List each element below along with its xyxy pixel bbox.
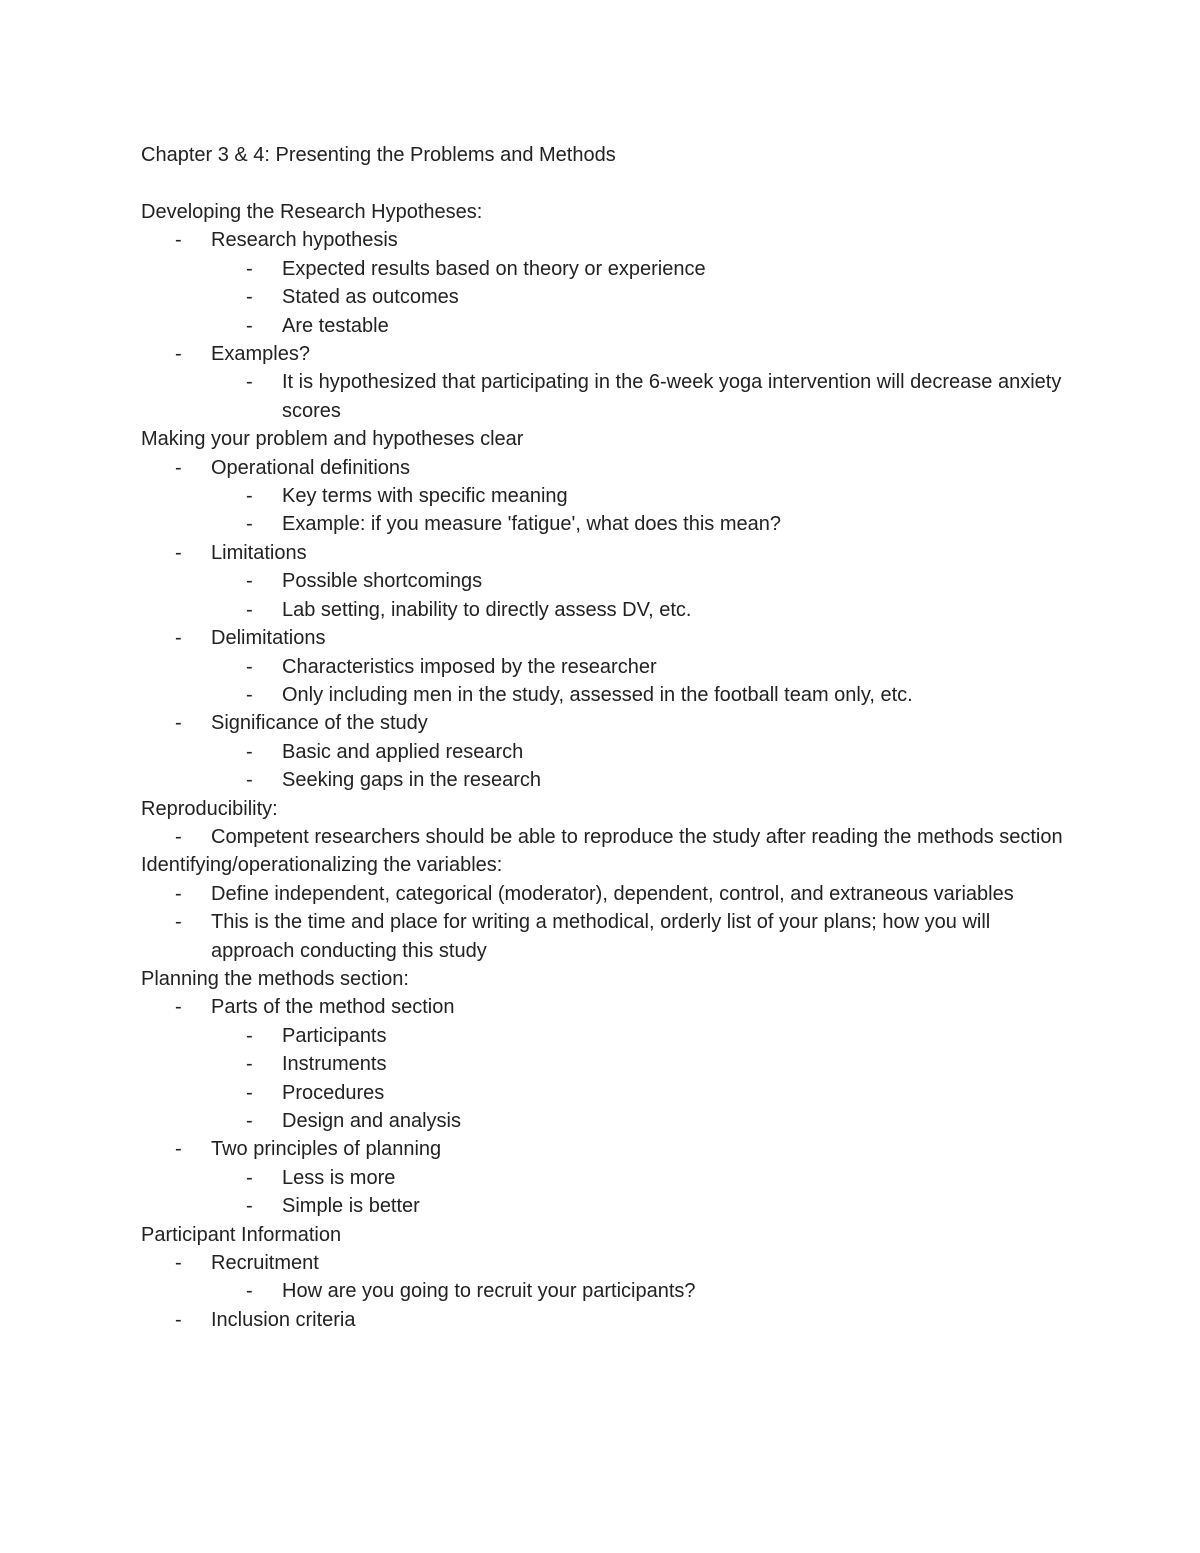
line-text: Instruments [282,1053,387,1076]
line-text: Reproducibility: [141,797,278,820]
bullet-dash: - [175,541,182,564]
section-heading [141,1221,1071,1249]
line-text: Limitations [211,541,307,564]
section-heading [141,198,1071,226]
bullet-dash: - [246,598,253,621]
bullet-dash: - [175,712,182,735]
line-text: Simple is better [282,1195,420,1218]
bullet-dash: - [246,513,253,536]
line-text: Research hypothesis [211,229,398,252]
section-heading [141,795,1071,823]
list-item [141,312,1071,340]
bullet-dash: - [175,882,182,905]
page-title: Chapter 3 & 4: Presenting the Problems and Methods [141,144,616,166]
line-text: Parts of the method section [211,996,455,1019]
line-text: Expected results based on theory or experience [282,257,706,280]
bullet-dash: - [246,769,253,792]
line-text: This is the time and place for writing a methodical, orderly list of your plans; how you will approach conducting this study [211,911,996,962]
bullet-dash: - [246,655,253,678]
notes-outline [141,198,1071,1334]
line-text: Possible shortcomings [282,570,483,593]
bullet-dash: - [246,371,253,394]
section-heading [141,965,1071,993]
line-text: Examples? [211,343,310,366]
list-item [141,539,1071,567]
line-text: Key terms with specific meaning [282,485,568,508]
line-text: Delimitations [211,627,326,650]
line-text: Significance of the study [211,712,428,735]
list-item [141,1164,1071,1192]
list-item [141,482,1071,510]
line-text: Competent researchers should be able to reproduce the study after reading the methods section [211,825,1063,848]
list-item [141,908,1071,965]
line-text: Are testable [282,314,389,337]
list-item [141,738,1071,766]
bullet-dash: - [246,257,253,280]
list-item [141,1050,1071,1078]
bullet-dash: - [246,1195,253,1218]
list-item [141,1079,1071,1107]
line-text: Characteristics imposed by the researcher [282,655,657,678]
bullet-dash: - [175,825,182,848]
bullet-dash: - [175,1252,182,1275]
bullet-dash: - [175,343,182,366]
line-text: Operational definitions [211,456,411,479]
list-item [141,255,1071,283]
line-text: Lab setting, inability to directly assess DV, etc. [282,598,692,621]
line-text: Planning the methods section: [141,967,409,990]
list-item [141,1022,1071,1050]
list-item [141,454,1071,482]
line-text: How are you going to recruit your participants? [282,1280,696,1303]
line-text: Participants [282,1024,387,1047]
bullet-dash: - [246,286,253,309]
list-item [141,567,1071,595]
bullet-dash: - [175,229,182,252]
bullet-dash: - [246,1053,253,1076]
list-item [141,368,1071,425]
line-text: Developing the Research Hypotheses: [141,201,483,223]
line-text: Define independent, categorical (moderator), dependent, control, and extraneous variables [211,882,1014,905]
bullet-dash: - [175,627,182,650]
list-item [141,681,1071,709]
bullet-dash: - [175,1308,182,1331]
line-text: Making your problem and hypotheses clear [141,428,524,451]
line-text: Seeking gaps in the research [282,769,542,792]
line-text: Two principles of planning [211,1138,442,1161]
line-text: Example: if you measure 'fatigue', what does this mean? [282,513,782,536]
line-text: It is hypothesized that participating in the 6-week yoga intervention will decrease anxiety scores [282,371,1067,422]
bullet-dash: - [246,1081,253,1104]
bullet-dash: - [246,1024,253,1047]
line-text: Design and analysis [282,1110,461,1132]
line-text: Identifying/operationalizing the variables: [141,854,503,877]
list-item [141,624,1071,652]
list-item [141,226,1071,254]
bullet-dash: - [175,996,182,1019]
list-item [141,596,1071,624]
list-item [141,880,1071,908]
list-item [141,709,1071,737]
list-item [141,1277,1071,1305]
list-item [141,1192,1071,1220]
line-text: Less is more [282,1166,396,1189]
list-item [141,653,1071,681]
bullet-dash: - [246,485,253,508]
list-item [141,1107,1071,1135]
line-text: Recruitment [211,1252,319,1275]
list-item [141,283,1071,311]
line-text: Stated as outcomes [282,286,459,309]
line-text: Inclusion criteria [211,1308,356,1331]
bullet-dash: - [246,1280,253,1303]
list-item [141,823,1071,851]
list-item [141,1306,1071,1334]
bullet-dash: - [246,1166,253,1189]
list-item [141,766,1071,794]
line-text: Procedures [282,1081,385,1104]
bullet-dash: - [175,456,182,479]
bullet-dash: - [246,683,253,706]
section-heading [141,851,1071,879]
list-item [141,1135,1071,1163]
section-heading [141,425,1071,453]
bullet-dash: - [246,570,253,593]
line-text: Participant Information [141,1223,342,1246]
list-item [141,340,1071,368]
bullet-dash: - [175,1138,182,1161]
list-item [141,993,1071,1021]
list-item [141,510,1071,538]
line-text: Only including men in the study, assessed in the football team only, etc. [282,683,913,706]
bullet-dash: - [246,314,253,337]
line-text: Basic and applied research [282,740,524,763]
bullet-dash: - [175,911,182,934]
bullet-dash: - [246,1110,253,1132]
bullet-dash: - [246,740,253,763]
list-item [141,1249,1071,1277]
